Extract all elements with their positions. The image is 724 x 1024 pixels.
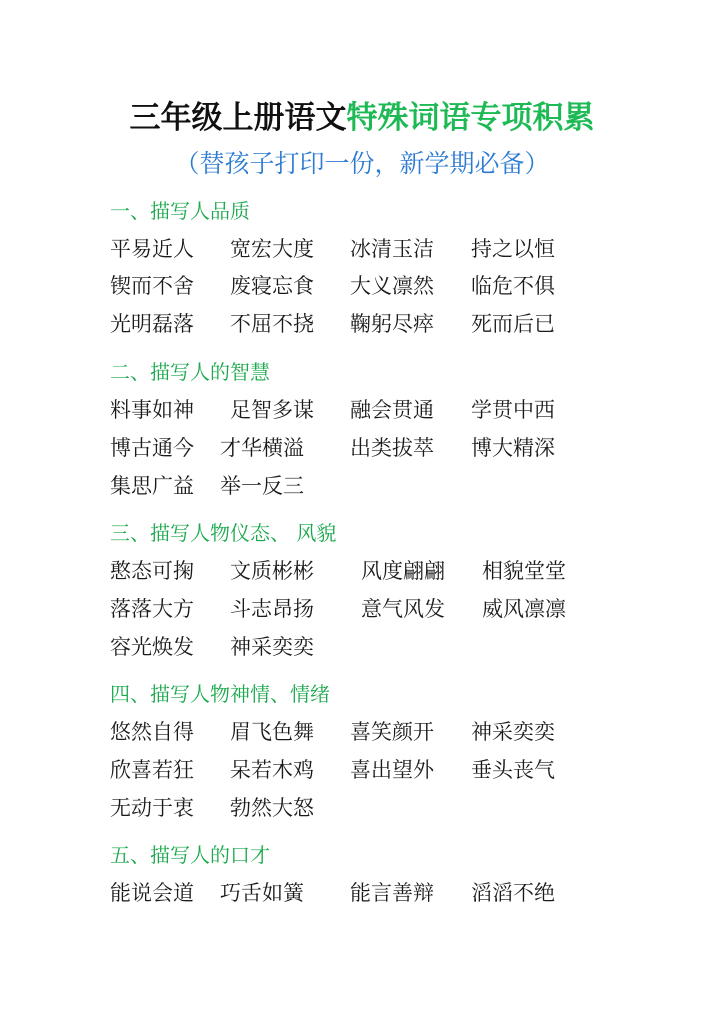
word-item: 容光焕发	[110, 635, 194, 659]
word-item: 相貌堂堂	[482, 559, 566, 583]
word-item: 冰清玉洁	[350, 237, 434, 261]
word-item: 神采奕奕	[471, 720, 555, 744]
title-part-black: 三年级上册语文	[129, 100, 347, 136]
section-heading-1: 一、描写人品质	[110, 199, 250, 223]
word-item: 死而后已	[471, 312, 555, 336]
word-item: 废寝忘食	[230, 274, 314, 298]
section-heading-4: 四、描写人物神情、情绪	[110, 682, 330, 706]
word-item: 落落大方	[110, 597, 194, 621]
word-item: 无动于衷	[110, 796, 194, 820]
section-heading-2: 二、描写人的智慧	[110, 360, 270, 384]
word-item: 才华横溢	[220, 436, 304, 460]
word-item: 大义凛然	[350, 274, 434, 298]
word-item: 悠然自得	[110, 720, 194, 744]
document-title	[0, 96, 724, 140]
word-item: 出类拔萃	[350, 436, 434, 460]
word-item: 喜笑颜开	[350, 720, 434, 744]
word-item: 能言善辩	[350, 881, 434, 905]
word-item: 举一反三	[220, 474, 304, 498]
word-item: 锲而不舍	[110, 274, 194, 298]
word-item: 博大精深	[471, 436, 555, 460]
word-item: 勃然大怒	[230, 796, 314, 820]
word-item: 料事如神	[110, 398, 194, 422]
word-item: 能说会道	[110, 881, 194, 905]
title-part-green: 特殊词语专项积累	[346, 100, 595, 136]
word-item: 憨态可掬	[110, 559, 194, 583]
word-item: 持之以恒	[471, 237, 555, 261]
word-item: 融会贯通	[350, 398, 434, 422]
word-item: 集思广益	[110, 474, 194, 498]
word-item: 文质彬彬	[230, 559, 314, 583]
word-item: 垂头丧气	[471, 758, 555, 782]
word-item: 宽宏大度	[230, 237, 314, 261]
word-item: 神采奕奕	[230, 635, 314, 659]
word-item: 学贯中西	[471, 398, 555, 422]
word-item: 欣喜若狂	[110, 758, 194, 782]
word-item: 临危不俱	[471, 274, 555, 298]
word-item: 威风凛凛	[482, 597, 566, 621]
word-item: 滔滔不绝	[471, 881, 555, 905]
word-item: 眉飞色舞	[230, 720, 314, 744]
section-heading-3: 三、描写人物仪态、 风貌	[110, 521, 337, 545]
section-heading-5: 五、描写人的口才	[110, 843, 270, 867]
word-item: 博古通今	[110, 436, 194, 460]
word-item: 喜出望外	[350, 758, 434, 782]
word-item: 光明磊落	[110, 312, 194, 336]
word-item: 风度翩翩	[361, 559, 445, 583]
word-item: 斗志昂扬	[230, 597, 314, 621]
word-item: 呆若木鸡	[230, 758, 314, 782]
word-item: 不屈不挠	[230, 312, 314, 336]
word-item: 巧舌如簧	[220, 881, 304, 905]
word-item: 足智多谋	[230, 398, 314, 422]
word-item: 意气风发	[361, 597, 445, 621]
document-subtitle: （替孩子打印一份，新学期必备）	[174, 149, 550, 178]
word-item: 平易近人	[110, 237, 194, 261]
word-item: 鞠躬尽瘁	[350, 312, 434, 336]
